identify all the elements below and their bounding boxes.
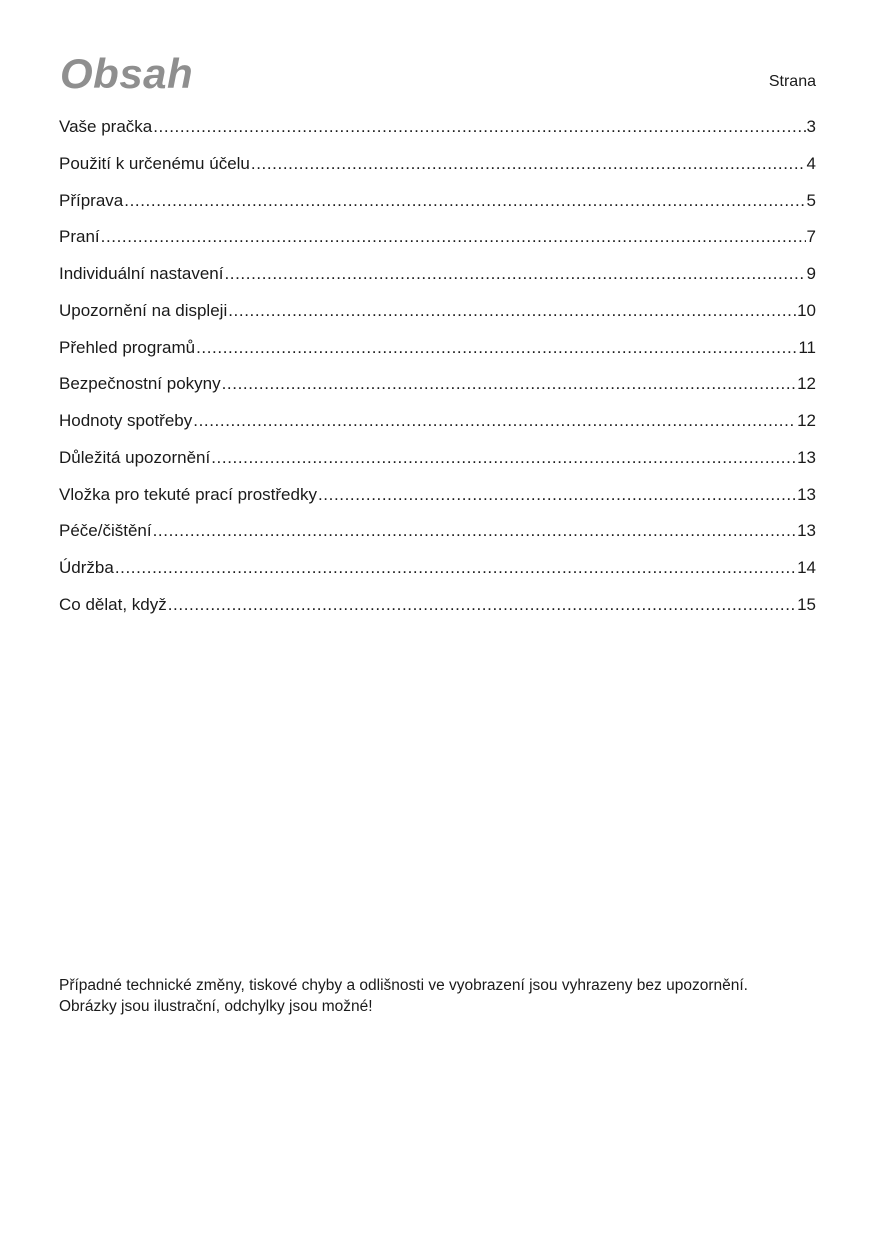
- dot-leader: [251, 152, 806, 176]
- toc-entry-page: 5: [806, 190, 816, 210]
- toc-entry-individualni-nastaveni[interactable]: [59, 262, 816, 299]
- toc-entry-page: 14: [797, 558, 816, 577]
- disclaimer-note: [59, 975, 839, 1017]
- toc-entry-page: 11: [798, 337, 816, 357]
- dot-leader: [101, 225, 806, 249]
- toc-entry-label: Příprava: [59, 190, 124, 210]
- dot-leader: [318, 483, 796, 507]
- toc-entry-priprava[interactable]: [59, 189, 816, 226]
- toc-entry-page: 12: [797, 374, 816, 394]
- toc-entry-label: Vložka pro tekuté prací prostředky: [59, 484, 317, 504]
- toc-entry-page: 7: [806, 227, 816, 247]
- page-column-label: Strana: [768, 73, 816, 90]
- dot-leader: [193, 409, 796, 433]
- toc-entry-label: Hodnoty spotřeby: [59, 411, 193, 430]
- dot-leader: [153, 115, 805, 139]
- toc-entry-label: Důležitá upozornění: [59, 447, 211, 467]
- disclaimer-line: Obrázky jsou ilustrační, odchylky jsou možné!: [59, 998, 373, 1015]
- dot-leader: [196, 336, 797, 360]
- page-title: Obsah: [60, 50, 194, 97]
- toc-entry-hodnoty-spotreby[interactable]: [59, 409, 816, 446]
- toc-entry-vlozka[interactable]: [59, 483, 816, 520]
- toc-entry-dulezita-upozorneni[interactable]: [59, 446, 816, 483]
- dot-leader: [115, 556, 796, 580]
- toc-entry-label: Upozornění na displeji: [59, 300, 228, 320]
- toc-entry-prani[interactable]: [59, 225, 816, 262]
- toc-entry-page: 13: [797, 521, 816, 541]
- toc-entry-upozorneni-displej[interactable]: [59, 299, 816, 336]
- toc-entry-label: Přehled programů: [59, 337, 196, 357]
- table-of-contents: [59, 115, 816, 630]
- toc-entry-label: Vaše pračka: [59, 117, 153, 136]
- toc-entry-label: Použití k určenému účelu: [59, 153, 250, 173]
- toc-entry-udrzba[interactable]: [59, 556, 816, 593]
- dot-leader: [228, 299, 796, 323]
- toc-entry-bezpecnostni-pokyny[interactable]: [59, 372, 816, 409]
- toc-entry-pece-cisteni[interactable]: [59, 519, 816, 556]
- toc-entry-page: 3: [806, 117, 816, 136]
- dot-leader: [168, 593, 796, 617]
- toc-entry-pouziti[interactable]: [59, 152, 816, 189]
- toc-entry-co-delat[interactable]: [59, 593, 816, 630]
- toc-entry-label: Co dělat, když: [59, 594, 167, 614]
- dot-leader: [211, 446, 796, 470]
- toc-entry-label: Údržba: [59, 558, 114, 577]
- disclaimer-line: Případné technické změny, tiskové chyby a odlišnosti ve vyobrazení jsou vyhrazeny bez upozornění.: [59, 977, 748, 994]
- toc-entry-page: 13: [797, 484, 816, 504]
- toc-entry-prehled-programu[interactable]: [59, 336, 816, 373]
- toc-entry-page: 4: [806, 153, 816, 173]
- toc-entry-page: 9: [806, 264, 816, 283]
- toc-entry-label: Individuální nastavení: [59, 264, 224, 283]
- dot-leader: [222, 372, 796, 396]
- toc-entry-page: 12: [797, 411, 816, 430]
- toc-entry-label: Péče/čištění: [59, 521, 152, 541]
- toc-entry-vase-pracka[interactable]: [59, 115, 816, 152]
- toc-entry-label: Praní: [59, 227, 100, 247]
- toc-entry-page: 10: [797, 300, 816, 320]
- dot-leader: [124, 189, 805, 213]
- toc-entry-label: Bezpečnostní pokyny: [59, 374, 221, 394]
- dot-leader: [153, 519, 796, 543]
- toc-entry-page: 13: [797, 447, 816, 467]
- toc-entry-page: 15: [797, 594, 816, 614]
- dot-leader: [224, 262, 805, 286]
